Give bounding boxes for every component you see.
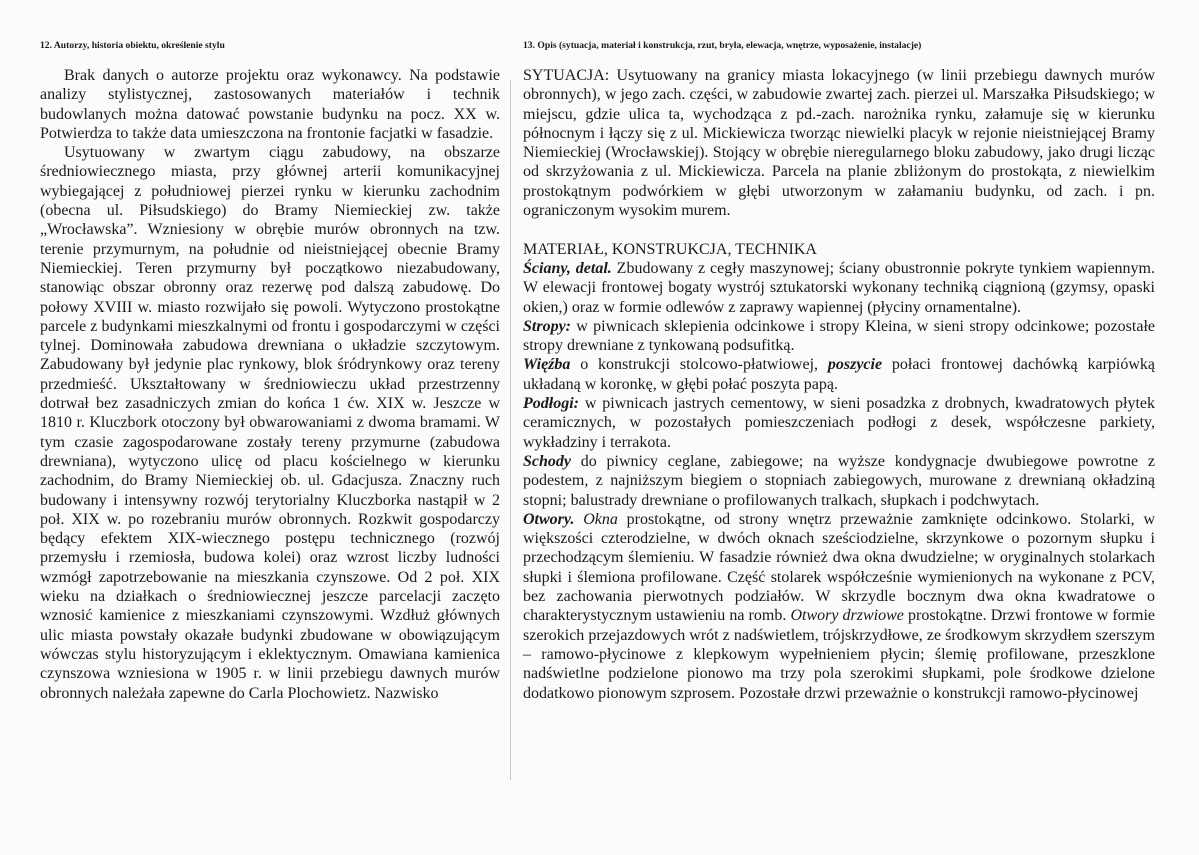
roof-truss-label: Więźba <box>523 356 571 374</box>
roofing-text: połaci frontowej dachówką karpiówką układaną w koronkę, w głębi połać poszyta papą. <box>523 356 1156 393</box>
roof-paragraph <box>523 355 1155 394</box>
openings-paragraph <box>523 510 1155 703</box>
walls-paragraph <box>523 259 1155 317</box>
floors-label: Podłogi: <box>523 395 579 413</box>
walls-text: Zbudowany z cegły maszynowej; ściany obustronnie pokryte tynkiem wapiennym. W elewacji frontowej bogaty wystrój sztukatorski wykonany techniką ciągnioną (gzymsy, opaski okien,) oraz w formie odlewów z zaprawy wapiennej (płyciny ornamentalne). <box>523 259 1156 316</box>
ceilings-text: w piwnicach sklepienia odcinkowe i stropy Kleina, w sieni stropy odcinkowe; pozostałe stropy drewniane z tynkowaną podsufitką. <box>523 317 1155 355</box>
column-divider <box>510 80 511 780</box>
paragraph-gap <box>523 220 1155 239</box>
situation-paragraph: SYTUACJA: Usytuowany na granicy miasta lokacyjnego (w linii przebiegu dawnych murów obronnych), w jego zach. części, w zabudowie zwartej zach. pierzei ul. Marszałka Piłsudskiego; w miejscu, gdzie ulica ta, wychodząca z pd.-zach. narożnika rynku, załamuje się w kierunku północnym i łączy się z ul. Mickiewicza tworząc niewielki placyk w rejonie nieistniejącej Bramy Niemieckiej (Wrocławskiej). Stojący w obrębie nieregularnego bloku zabudowy, jako drugi licząc od skrzyżowania z ul. Mickiewicza. Parcela na planie zbliżonym do prostokąta, z niewielkim prostokątnym podwórkiem w głębi utworzonym w załamaniu budynku, od zach. i pn. ograniczonym wysokim murem. <box>523 67 1155 220</box>
openings-label: Otwory. <box>523 510 575 528</box>
roof-truss-text: o konstrukcji stolcowo-płatwiowej, <box>570 356 828 374</box>
stairs-label: Schody <box>523 452 571 470</box>
roofing-label: poszycie <box>827 356 883 374</box>
floors-paragraph <box>523 394 1155 452</box>
section-13-heading: 13. Opis (sytuacja, materiał i konstrukcja, rzut, bryła, elewacja, wnętrze, wyposażenie, instalacje) <box>523 40 922 51</box>
walls-label: Ściany, detal. <box>523 259 612 277</box>
section-12-heading: 12. Autorzy, historia obiektu, określenie stylu <box>40 40 225 51</box>
section-12-body <box>40 66 500 703</box>
windows-label: Okna <box>583 510 618 528</box>
section-13-body <box>523 66 1155 703</box>
authors-paragraph: Brak danych o autorze projektu oraz wykonawcy. Na podstawie analizy stylistycznej, zastosowanych materiałów i technik budowlanych można datować powstanie budynku na pocz. XX w. Potwierdza to także data umieszczona na frontonie facjatki w fasadzie. <box>40 67 500 142</box>
doors-text: prostokątne. Drzwi frontowe w formie szerokich przejazdowych wrót z nadświetlem, trójskrzydłowe, ze środkowym skrzydłem szerszym – ramowo-płycinowe z klepkowym wypełnieniem płycin; ślemię profilowane, przeszklone nadświetlne podzielone pionowo ma trzy pola szerokimi słupkami, pole środkowe dzielone dodatkowo pionowym szprosem. Pozostałe drzwi przeważnie o konstrukcji ramowo-płycinowej <box>523 607 1156 702</box>
windows-text: prostokątne, od strony wnętrz przeważnie zamknięte odcinkowo. Stolarki, w większości czterodzielne, w dwóch oknach sześciodzielne, skrzynkowe o pozornym słupku i przechodzącym ślemieniu. W fasadzie również dwa okna dwudzielne; w oryginalnych stolarkach słupki i ślemiona profilowane. Część stolarek współcześnie wymienionych na wykonane z PCV, bez zachowania pierwotnych podziałów. W skrzydle bocznym dwa okna kwadratowe o charakterystycznym ustawieniu na romb. <box>523 510 1156 625</box>
stairs-text: do piwnicy ceglane, zabiegowe; na wyższe kondygnacje dwubiegowe powrotne z podestem, z najniższym biegiem o stopniach zabiegowych, murowane z drewnianą okładziną stopni; balustrady drewniane o profilowanych tralkach, słupkach i podchwytach. <box>523 452 1155 509</box>
ceilings-label: Stropy: <box>523 317 571 335</box>
ceilings-paragraph <box>523 317 1155 356</box>
history-paragraph: Usytuowany w zwartym ciągu zabudowy, na obszarze średniowiecznego miasta, przy głównej arterii komunikacyjnej wybiegającej z południowej pierzei rynku w kierunku zachodnim (obecna ul. Piłsudskiego) do Bramy Niemieckiej zw. także „Wrocławska”. Wzniesiony w obrębie murów obronnych na tzw. terenie przymurnym, na południe od nieistniejącej obecnie Bramy Niemieckiej. Teren przymurny był początkowo niezabudowany, stanowiąc obszar obronny oraz rezerwę pod dalszą zabudowę. Do połowy XVIII w. miasto rozwijało się powoli. Wytyczono prostokątne parcele z budynkami mieszkalnymi od frontu i gospodarczymi w części tylnej. Dominowała zabudowa drewniana o układzie szczytowym. Zabudowany był jedynie plac rynkowy, blok śródrynkowy oraz tereny przedmieść. Ukształtowany w średniowieczu układ przestrzenny dotrwał bez zasadniczych zmian do końca 1 ćw. XIX w. Jeszcze w 1810 r. Kluczbork otoczony był obwarowaniami z dwoma bramami. W tym czasie zagospodarowane zostały tereny przymurne (zabudowa drewniana), wytyczono ulicę od placu kościelnego w kierunku zachodnim, do Bramy Niemieckiej ob. ul. Gdacjusza. Znaczny ruch budowany i intensywny rozwój terytorialny Kluczborka nastąpił w 2 poł. XIX w. po rozebraniu murów obronnych. Rozkwit gospodarczy będący efektem XIX-wiecznego postępu technicznego (rozwój przemysłu i rzemiosła, budowa kolei) oraz wzrost liczby ludności wzmógł zapotrzebowanie na mieszkania czynszowe. Od 2 poł. XIX wieku na działkach o średniowiecznej jeszcze parcelacji zaczęto wznosić kamienice z mieszkaniami czynszowymi. Wzdłuż głównych ulic miasta powstały okazałe budynki zbudowane w obowiązującym wówczas stylu historyzującym i eklektycznym. Omawiana kamienica czynszowa wzniesiona w 1905 r. w linii przebiegu dawnych murów obronnych należała zapewne do Carla Plochowietz. Nazwisko <box>40 144 500 702</box>
stairs-paragraph <box>523 452 1155 510</box>
doors-label: Otwory drzwiowe <box>790 607 904 625</box>
material-heading: MATERIAŁ, KONSTRUKCJA, TECHNIKA <box>523 240 817 258</box>
floors-text: w piwnicach jastrych cementowy, w sieni posadzka z drobnych, kwadratowych płytek ceramicznych, w pozostałych pomieszczeniach podłogi z desek, współczesne parkiety, wykładziny i terrakota. <box>523 395 1155 451</box>
